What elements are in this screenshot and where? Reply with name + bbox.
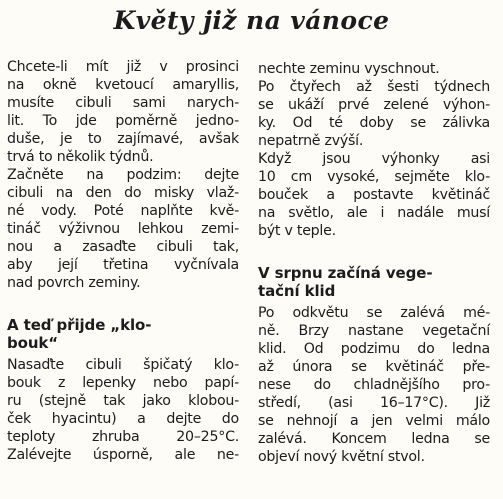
text-line: Po čtyřech až šesti týdnech (258, 79, 490, 95)
text-line: teploty zhruba 20–25°C. (7, 429, 239, 445)
text-line: zalévá. Koncem ledna se (258, 431, 490, 447)
subheading-line: bouk“ (7, 334, 59, 352)
right-column (258, 60, 490, 466)
text-line: Zalévejte úsporně, ale ne- (7, 447, 239, 463)
text-line: středí, (asi 16–17°C). Již (258, 395, 490, 411)
text-line: bouček a postavte květináč (258, 187, 490, 203)
text-line: Chcete-li mít již v prosinci (7, 59, 239, 75)
section-gap (7, 292, 239, 316)
paragraph-intro (7, 58, 239, 166)
paragraph-shoots (258, 150, 490, 240)
text-line: Když jsou výhonky asi (258, 151, 490, 167)
text-line: aby její třetina vyčnívala (7, 257, 239, 273)
subheading-line: A teď přijde „klo- (7, 316, 152, 334)
paragraph-hat (7, 356, 239, 464)
text-line: ru (stejně tak jako klobou- (7, 393, 239, 409)
text-line: Po odkvětu se zalévá mé- (258, 305, 490, 321)
section-gap (258, 240, 490, 264)
text-line: Začněte na podzim: dejte (7, 167, 239, 183)
text-line: klid. Od podzimu do ledna (258, 341, 490, 357)
text-line: na okně kvetoucí amaryllis, (7, 77, 239, 93)
subheading-hat (7, 316, 239, 352)
text-line: až února se květináč pře- (258, 359, 490, 375)
text-line: lit. To jde poměrně jedno- (7, 113, 239, 129)
subheading-line: tační klid (258, 282, 336, 300)
text-line: nad povrch zeminy. (7, 275, 141, 291)
text-line: né vody. Poté naplňte kvě- (7, 203, 239, 219)
text-line: duše, je to zajímavé, avšak (7, 131, 239, 147)
text-line: musíte cibuli sami narych- (7, 95, 239, 111)
text-line: 10 cm vysoké, sejměte klo- (258, 169, 490, 185)
text-line: nese do chladnějšího pro- (258, 377, 490, 393)
text-line: bouk z lepenky nebo papí- (7, 375, 239, 391)
text-line: být v teple. (258, 223, 336, 239)
text-line: cibuli na den do misky vlaž- (7, 185, 239, 201)
text-line: ně. Brzy nastane vegetační (258, 323, 490, 339)
subheading-dormancy (258, 264, 490, 300)
text-line: tináč výživnou lehkou zemi- (7, 221, 239, 237)
subheading-line: V srpnu začíná vege- (258, 264, 433, 282)
text-line: Nasaďte cibuli špičatý klo- (7, 357, 239, 373)
article-title: Květy již na vánoce (113, 6, 390, 35)
paragraph-dormancy (258, 304, 490, 466)
text-line: trvá to několik týdnů. (7, 149, 154, 165)
text-line: ky. Od té doby se zálivka (258, 115, 490, 131)
paragraph-watering (258, 60, 490, 150)
text-line: nepatrně zvýší. (258, 133, 364, 149)
left-column (7, 58, 239, 464)
paragraph-start (7, 166, 239, 292)
text-line: ček hyacintu) a dejte do (7, 411, 239, 427)
text-line: nechte zeminu vyschnout. (258, 61, 440, 77)
text-line: se ukáží prvé zelené výhon- (258, 97, 490, 113)
text-line: se nehnojí a jen velmi málo (258, 413, 490, 429)
text-line: nou a zasaďte cibuli tak, (7, 239, 239, 255)
text-line: na světlo, ale i nadále musí (258, 205, 490, 221)
text-line: objeví nový květní stvol. (258, 449, 425, 465)
